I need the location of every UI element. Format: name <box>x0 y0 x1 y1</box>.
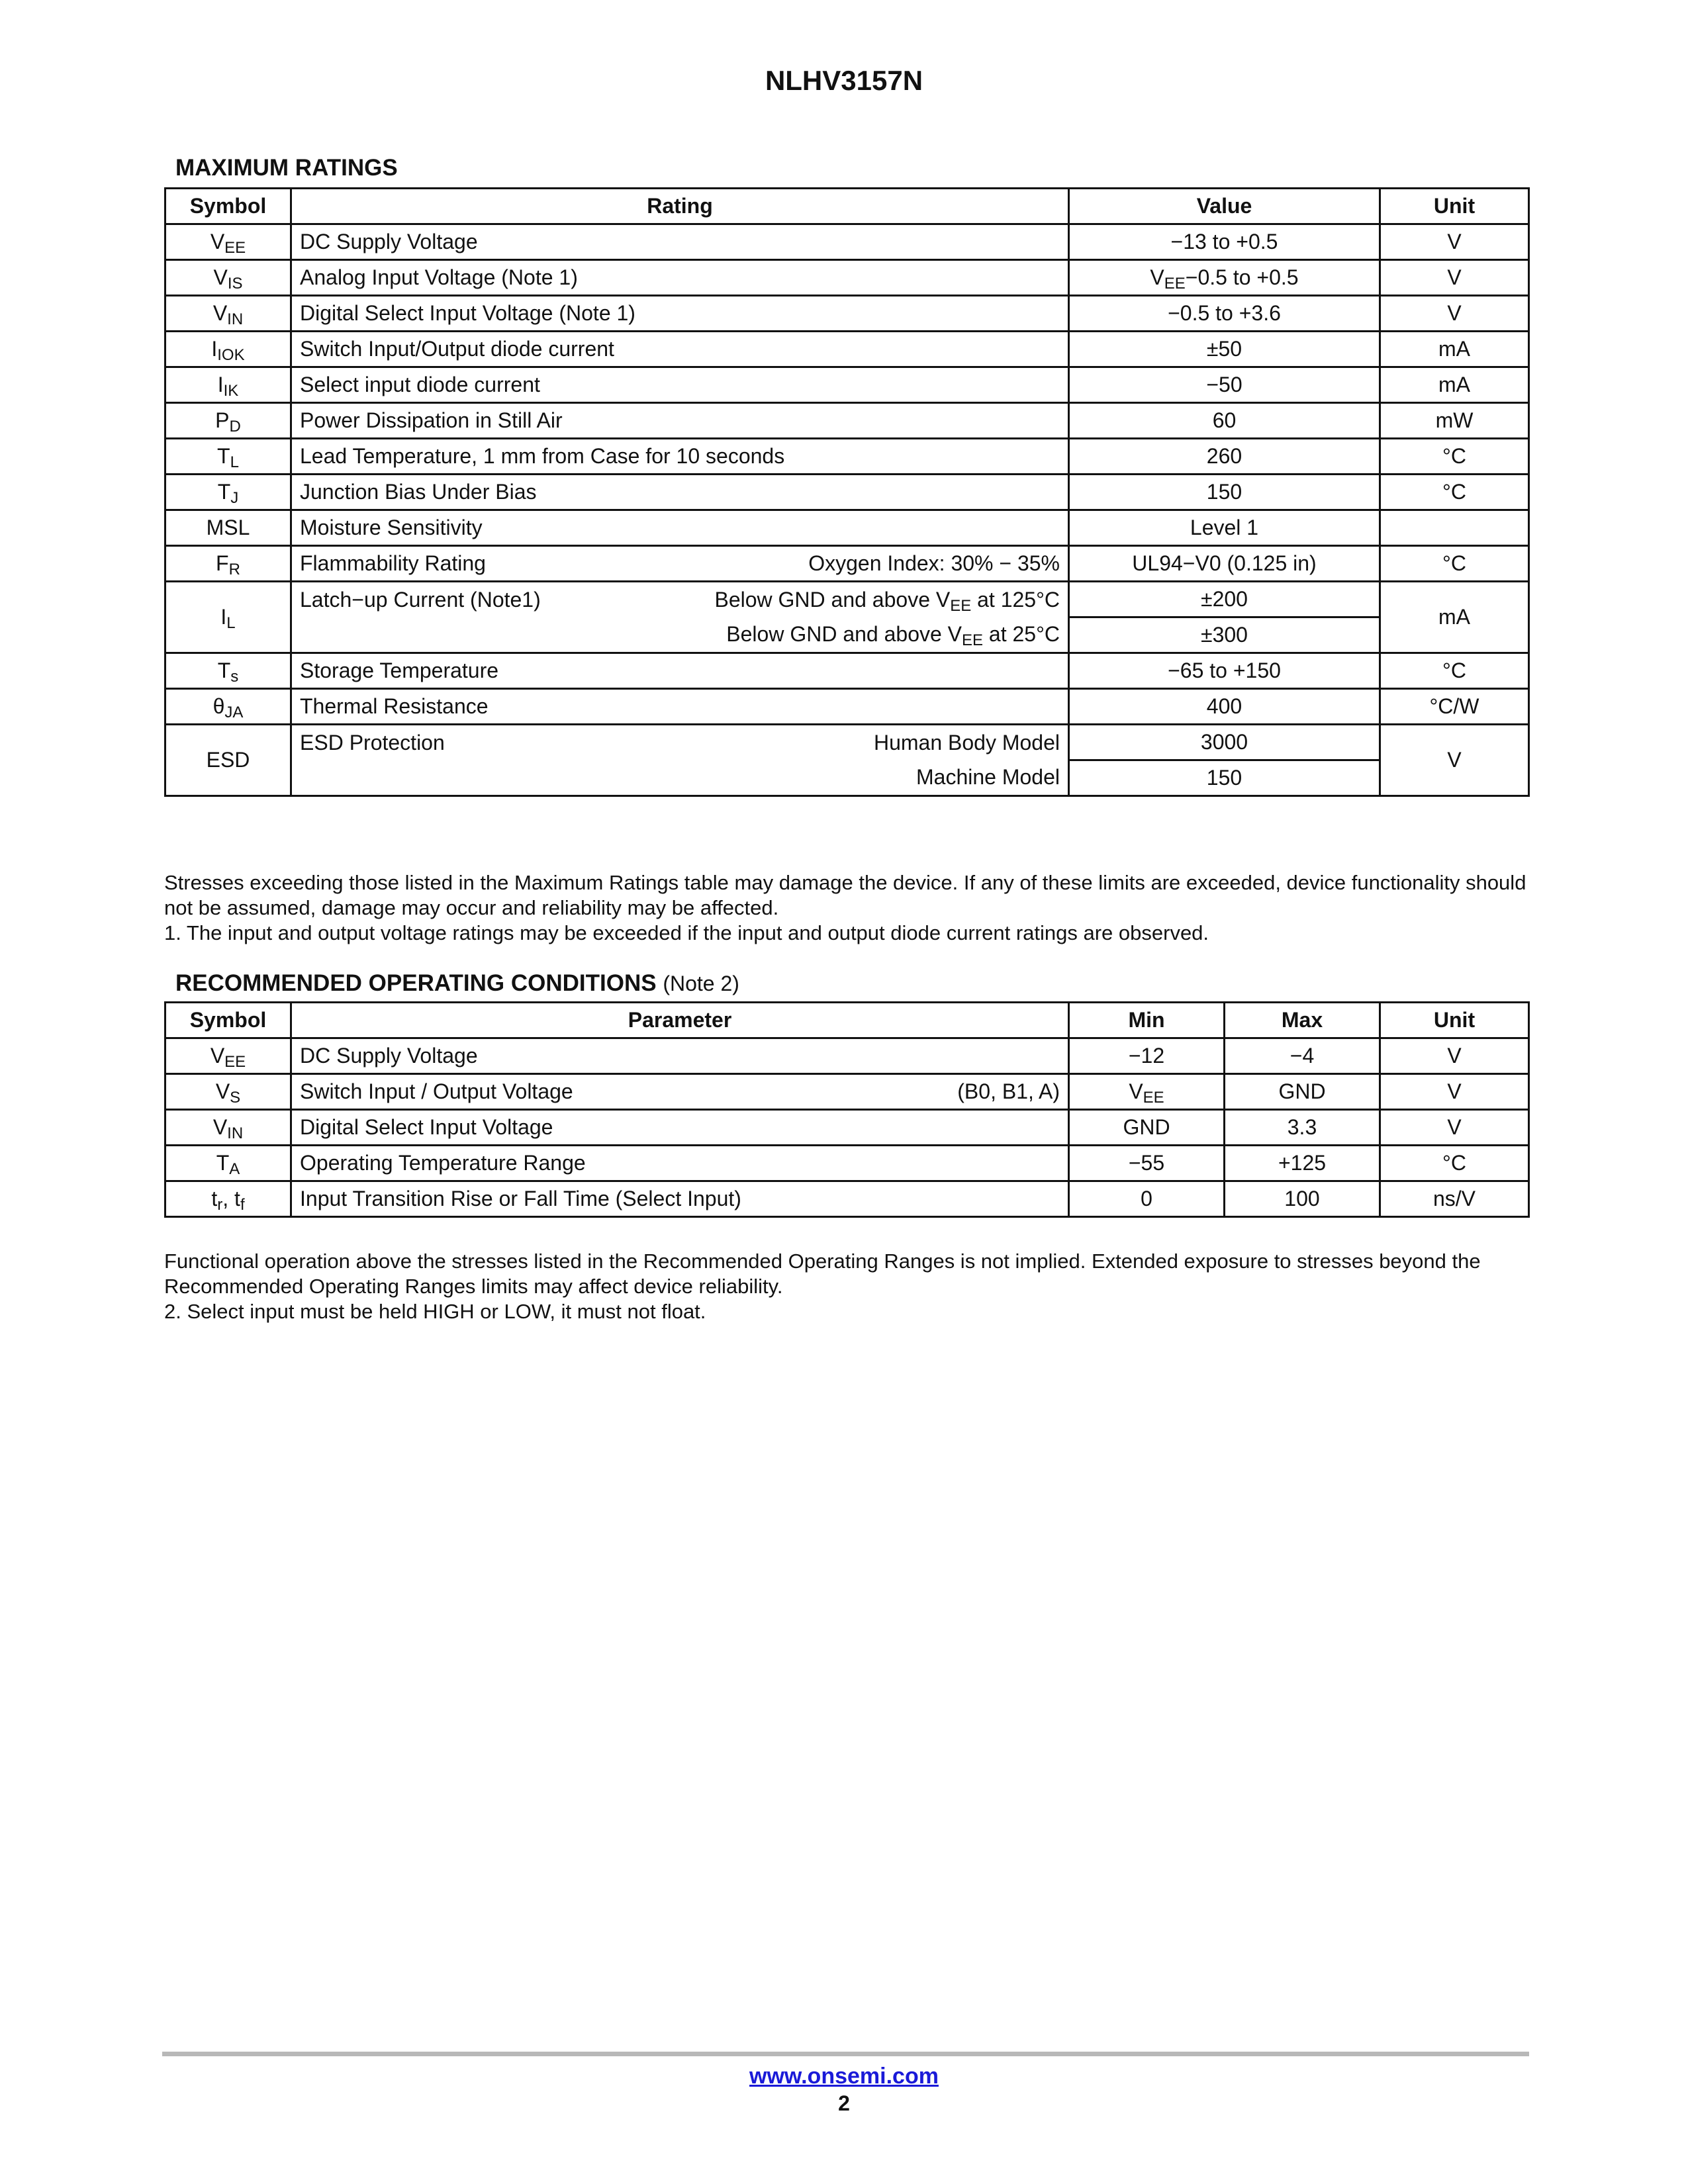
unit-cell: °C <box>1380 475 1529 510</box>
max-ratings-title: MAXIMUM RATINGS <box>175 155 398 181</box>
rating-condition: Below GND and above $V_{EE}$ at 125°C <box>714 587 1060 615</box>
rating-condition: Below GND and above $V_{EE}$ at 25°C <box>291 617 1069 653</box>
rating-cell: Thermal Resistance <box>291 689 1069 725</box>
unit-cell: V <box>1380 260 1529 296</box>
rating-cell: DC Supply Voltage <box>291 224 1069 260</box>
rec-conditions-notes <box>164 1249 1534 1324</box>
max-cell: 3.3 <box>1225 1110 1380 1146</box>
table-row <box>165 332 1529 367</box>
symbol-cell: $I_L$ <box>165 582 291 653</box>
unit-cell: °C <box>1380 439 1529 475</box>
rating-cell: Lead Temperature, 1 mm from Case for 10 seconds <box>291 439 1069 475</box>
value-cell: ±200 <box>1069 582 1380 617</box>
value-cell: UL94−V0 (0.125 in) <box>1069 546 1380 582</box>
parameter-cell: Input Transition Rise or Fall Time (Select Input) <box>291 1181 1069 1217</box>
table-row <box>165 1181 1529 1217</box>
table-row <box>165 1146 1529 1181</box>
value-cell: 150 <box>1069 475 1380 510</box>
rating-cell: Junction Bias Under Bias <box>291 475 1069 510</box>
header-max: Max <box>1225 1003 1380 1038</box>
min-cell: −55 <box>1069 1146 1225 1181</box>
symbol-cell: $F_R$ <box>165 546 291 582</box>
unit-cell: ns/V <box>1380 1181 1529 1217</box>
header-rating: Rating <box>291 189 1069 224</box>
max-cell: −4 <box>1225 1038 1380 1074</box>
value-cell: −65 to +150 <box>1069 653 1380 689</box>
max-cell: 100 <box>1225 1181 1380 1217</box>
header-value: Value <box>1069 189 1380 224</box>
symbol-cell: $I_{IK}$ <box>165 367 291 403</box>
unit-cell: V <box>1380 224 1529 260</box>
table-row <box>165 475 1529 510</box>
header-symbol: Symbol <box>165 1003 291 1038</box>
symbol-cell: $\theta_{JA}$ <box>165 689 291 725</box>
parameter-cell: Digital Select Input Voltage <box>291 1110 1069 1146</box>
value-cell: Level 1 <box>1069 510 1380 546</box>
table-row <box>165 260 1529 296</box>
rating-cell <box>291 582 1069 617</box>
max-ratings-notes <box>164 870 1534 946</box>
value-cell: ±300 <box>1069 617 1380 653</box>
table-row <box>165 582 1529 617</box>
table-row <box>165 403 1529 439</box>
rating-cell: Storage Temperature <box>291 653 1069 689</box>
max-cell: GND <box>1225 1074 1380 1110</box>
value-cell: 150 <box>1069 760 1380 796</box>
value-cell: 260 <box>1069 439 1380 475</box>
rec-conditions-title: RECOMMENDED OPERATING CONDITIONS (Note 2) <box>175 970 739 996</box>
table-row <box>165 296 1529 332</box>
unit-cell: °C <box>1380 653 1529 689</box>
unit-cell: mA <box>1380 582 1529 653</box>
footnote-1: 1. The input and output voltage ratings may be exceeded if the input and output diode current ratings are observed. <box>164 921 1209 944</box>
footer-divider <box>162 2052 1529 2056</box>
rec-conditions-table <box>164 1001 1530 1218</box>
value-cell: ±50 <box>1069 332 1380 367</box>
table-row <box>165 617 1529 653</box>
value-cell: −0.5 to +3.6 <box>1069 296 1380 332</box>
table-header-row <box>165 1003 1529 1038</box>
symbol-cell: $I_{IOK}$ <box>165 332 291 367</box>
value-cell: −13 to +0.5 <box>1069 224 1380 260</box>
min-cell: GND <box>1069 1110 1225 1146</box>
parameter-cell: DC Supply Voltage <box>291 1038 1069 1074</box>
table-row <box>165 1038 1529 1074</box>
table-row <box>165 546 1529 582</box>
unit-cell: °C <box>1380 546 1529 582</box>
rating-condition: Oxygen Index: 30% − 35% <box>808 551 1060 575</box>
table-row <box>165 367 1529 403</box>
unit-cell: V <box>1380 1110 1529 1146</box>
rating-label: ESD Protection <box>300 730 445 754</box>
table-row <box>165 653 1529 689</box>
symbol-cell: $T_s$ <box>165 653 291 689</box>
parameter-cell <box>291 1074 1069 1110</box>
min-cell: 0 <box>1069 1181 1225 1217</box>
rating-cell <box>291 546 1069 582</box>
parameter-label: Switch Input / Output Voltage <box>300 1079 573 1103</box>
unit-cell: V <box>1380 725 1529 796</box>
page-number: 2 <box>838 2091 850 2115</box>
functional-note: Functional operation above the stresses listed in the Recommended Operating Ranges is not implied. Extended exposure to stresses beyond the Recommended Operating Ranges limits may affect device reliability. <box>164 1250 1481 1298</box>
value-cell: 3000 <box>1069 725 1380 760</box>
table-row <box>165 689 1529 725</box>
symbol-cell: $P_D$ <box>165 403 291 439</box>
table-row <box>165 1074 1529 1110</box>
rating-cell: Switch Input/Output diode current <box>291 332 1069 367</box>
symbol-cell: $V_{EE}$ <box>165 1038 291 1074</box>
parameter-condition: (B0, B1, A) <box>957 1079 1060 1103</box>
unit-cell: V <box>1380 1074 1529 1110</box>
unit-cell: V <box>1380 296 1529 332</box>
header-parameter: Parameter <box>291 1003 1069 1038</box>
rating-label: Flammability Rating <box>300 551 486 575</box>
table-row <box>165 1110 1529 1146</box>
table-row <box>165 224 1529 260</box>
symbol-cell: MSL <box>165 510 291 546</box>
rating-cell: Analog Input Voltage (Note 1) <box>291 260 1069 296</box>
rating-cell: Power Dissipation in Still Air <box>291 403 1069 439</box>
symbol-cell: $T_J$ <box>165 475 291 510</box>
value-cell: 60 <box>1069 403 1380 439</box>
symbol-cell: $T_L$ <box>165 439 291 475</box>
stress-note: Stresses exceeding those listed in the Maximum Ratings table may damage the device. If any of these limits are exceeded, device functionality should not be assumed, damage may occur and reliability may be affected. <box>164 871 1526 919</box>
value-cell: 400 <box>1069 689 1380 725</box>
symbol-cell: $T_A$ <box>165 1146 291 1181</box>
table-row <box>165 725 1529 760</box>
header-unit: Unit <box>1380 189 1529 224</box>
rating-cell: Select input diode current <box>291 367 1069 403</box>
max-cell: +125 <box>1225 1146 1380 1181</box>
rating-label: Latch−up Current (Note1) <box>300 587 541 612</box>
page-title: NLHV3157N <box>765 65 923 96</box>
table-header-row <box>165 189 1529 224</box>
rating-cell: Moisture Sensitivity <box>291 510 1069 546</box>
value-cell: $V_{EE}-0.5$ to +0.5 <box>1069 260 1380 296</box>
rec-conditions-note-ref: (Note 2) <box>663 972 739 995</box>
min-cell: −12 <box>1069 1038 1225 1074</box>
rating-cell <box>291 725 1069 760</box>
header-symbol: Symbol <box>165 189 291 224</box>
header-min: Min <box>1069 1003 1225 1038</box>
symbol-cell: $V_S$ <box>165 1074 291 1110</box>
parameter-cell: Operating Temperature Range <box>291 1146 1069 1181</box>
min-cell: $V_{EE}$ <box>1069 1074 1225 1110</box>
unit-cell <box>1380 510 1529 546</box>
table-row <box>165 760 1529 796</box>
value-cell: −50 <box>1069 367 1380 403</box>
symbol-cell: $V_{IN}$ <box>165 296 291 332</box>
table-row <box>165 439 1529 475</box>
unit-cell: V <box>1380 1038 1529 1074</box>
unit-cell: mA <box>1380 332 1529 367</box>
rating-condition: Human Body Model <box>873 730 1060 754</box>
unit-cell: mA <box>1380 367 1529 403</box>
symbol-cell: $t_r$, $t_f$ <box>165 1181 291 1217</box>
unit-cell: °C <box>1380 1146 1529 1181</box>
symbol-cell: ESD <box>165 725 291 796</box>
unit-cell: mW <box>1380 403 1529 439</box>
symbol-cell: $V_{IS}$ <box>165 260 291 296</box>
header-unit: Unit <box>1380 1003 1529 1038</box>
website-link[interactable]: www.onsemi.com <box>749 2064 939 2089</box>
unit-cell: °C/W <box>1380 689 1529 725</box>
symbol-cell: $V_{EE}$ <box>165 224 291 260</box>
table-row <box>165 510 1529 546</box>
max-ratings-table <box>164 187 1530 797</box>
rating-cell: Digital Select Input Voltage (Note 1) <box>291 296 1069 332</box>
footnote-2: 2. Select input must be held HIGH or LOW, it must not float. <box>164 1300 706 1323</box>
symbol-cell: $V_{IN}$ <box>165 1110 291 1146</box>
rating-condition: Machine Model <box>291 760 1069 796</box>
